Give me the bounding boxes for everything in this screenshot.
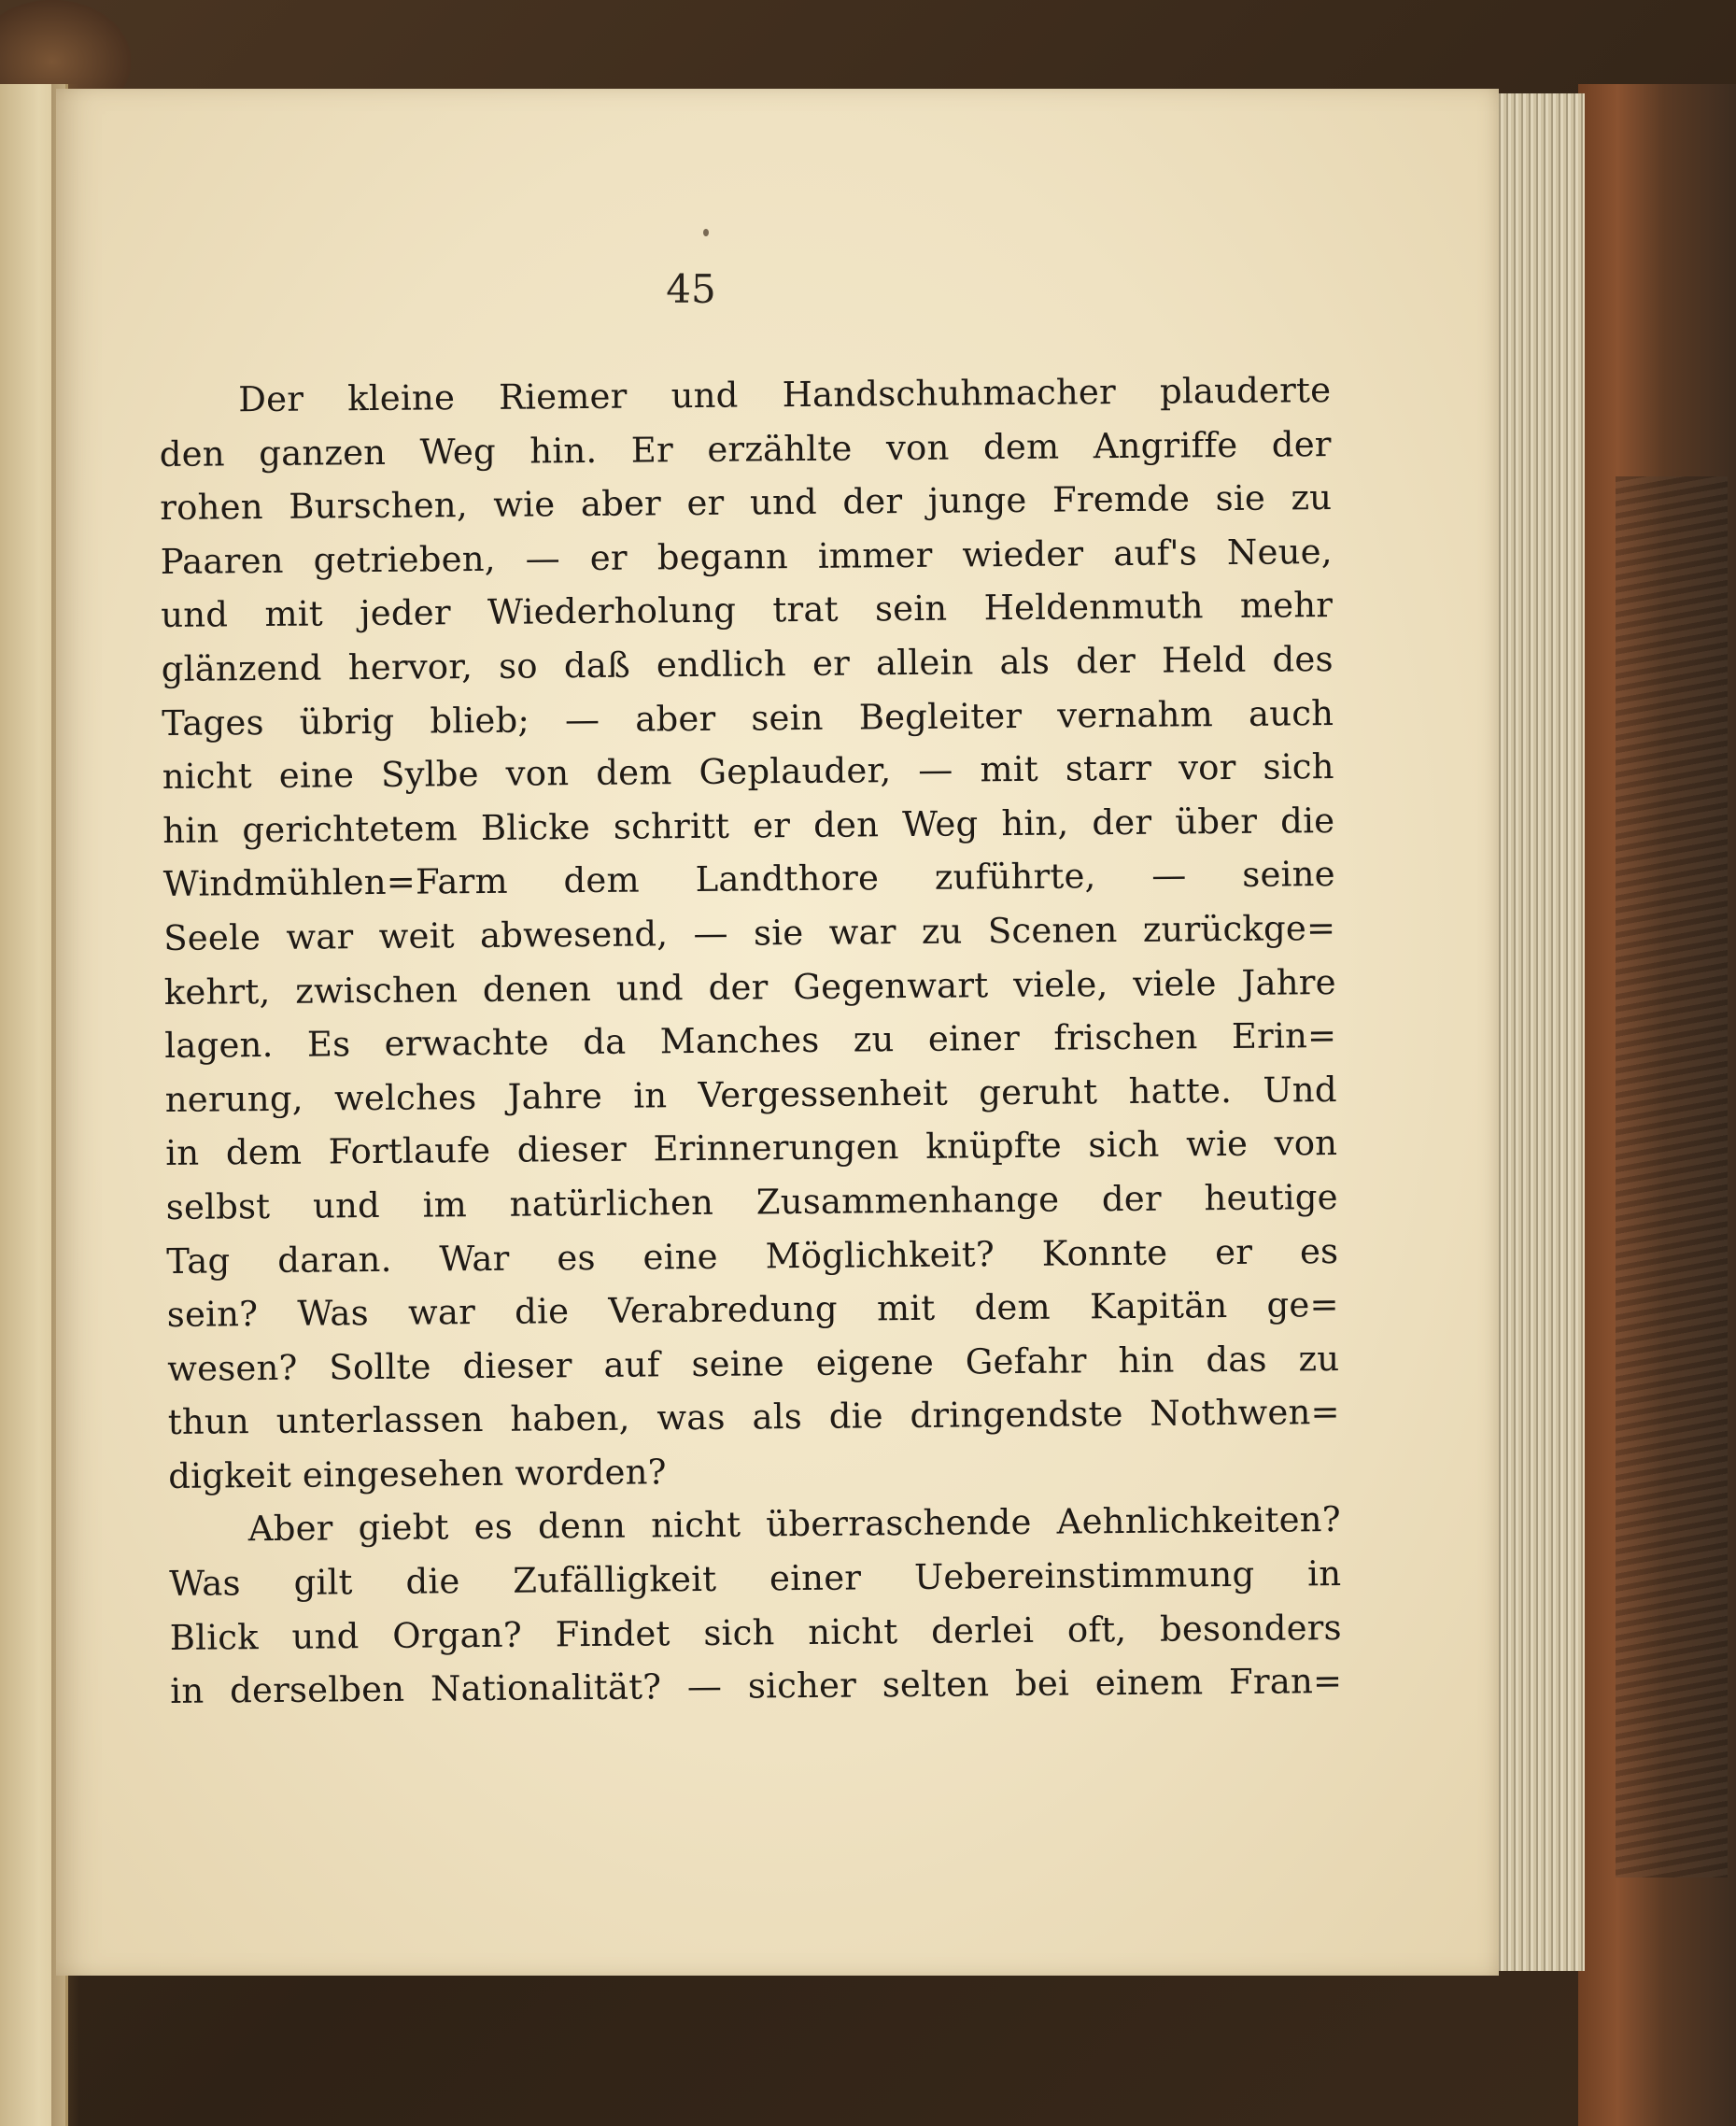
text-line: in derselben Nationalität? — sicher selten bei einem Fran= (170, 1661, 1343, 1712)
text-line: thun unterlassen haben, was als die dringendste Nothwen= (167, 1392, 1340, 1443)
text-line: Blick und Organ? Findet sich nicht derlei oft, besonders (169, 1607, 1342, 1658)
text-line: kehrt, zwischen denen und der Gegenwart viele, viele Jahre (163, 961, 1336, 1013)
text-line: den ganzen Weg hin. Er erzählte von dem Angriffe der (159, 423, 1332, 475)
ink-speck (703, 229, 709, 236)
text-line: und mit jeder Wiederholung trat sein Heldenmuth mehr (161, 585, 1334, 636)
book-page (56, 89, 1499, 1976)
text-line: sein? Was war die Verabredung mit dem Kapitän ge= (166, 1284, 1339, 1336)
text-line: hin gerichtetem Blicke schritt er den Weg hin, der über die (162, 800, 1335, 851)
text-line: wesen? Sollte dieser auf seine eigene Gefahr hin das zu (167, 1338, 1340, 1389)
text-line: Tag daran. War es eine Möglichkeit? Konnte er es (166, 1230, 1339, 1282)
text-line: digkeit eingesehen worden? (168, 1452, 667, 1496)
text-line: Was gilt die Zufälligkeit einer Uebereinstimmung in (169, 1553, 1342, 1605)
text-line: lagen. Es erwachte da Manches zu einer frischen Erin= (164, 1015, 1337, 1067)
text-line: Der kleine Riemer und Handschuhmacher plauderte (238, 370, 1332, 420)
book-cover-right (1578, 84, 1736, 2126)
text-line: in dem Fortlaufe dieser Erinnerungen knüpfte sich wie von (165, 1123, 1338, 1174)
text-line: Aber giebt es denn nicht überraschende Aehnlichkeiten? (247, 1499, 1341, 1550)
page-number: 45 (666, 266, 716, 312)
text-line: rohen Burschen, wie aber er und der junge Fremde sie zu (160, 477, 1333, 529)
text-line: Windmühlen=Farm dem Landthore zuführte, — seine (162, 854, 1335, 905)
text-line: nicht eine Sylbe von dem Geplauder, — mit starr vor sich (162, 746, 1334, 798)
text-line: selbst und im natürlichen Zusammenhange der heutige (165, 1176, 1338, 1227)
text-line: glänzend hervor, so daß endlich er allein als der Held des (161, 639, 1334, 689)
page-text (159, 363, 1343, 1719)
text-line: Seele war weit abwesend, — sie war zu Scenen zurückge= (163, 907, 1336, 958)
text-line: nerung, welches Jahre in Vergessenheit geruht hatte. Und (164, 1069, 1337, 1120)
text-line: Tages übrig blieb; — aber sein Begleiter vernahm auch (162, 692, 1334, 744)
text-line: Paaren getrieben, — er begann immer wieder auf's Neue, (160, 531, 1333, 582)
page-edge-stack (1494, 93, 1585, 1971)
